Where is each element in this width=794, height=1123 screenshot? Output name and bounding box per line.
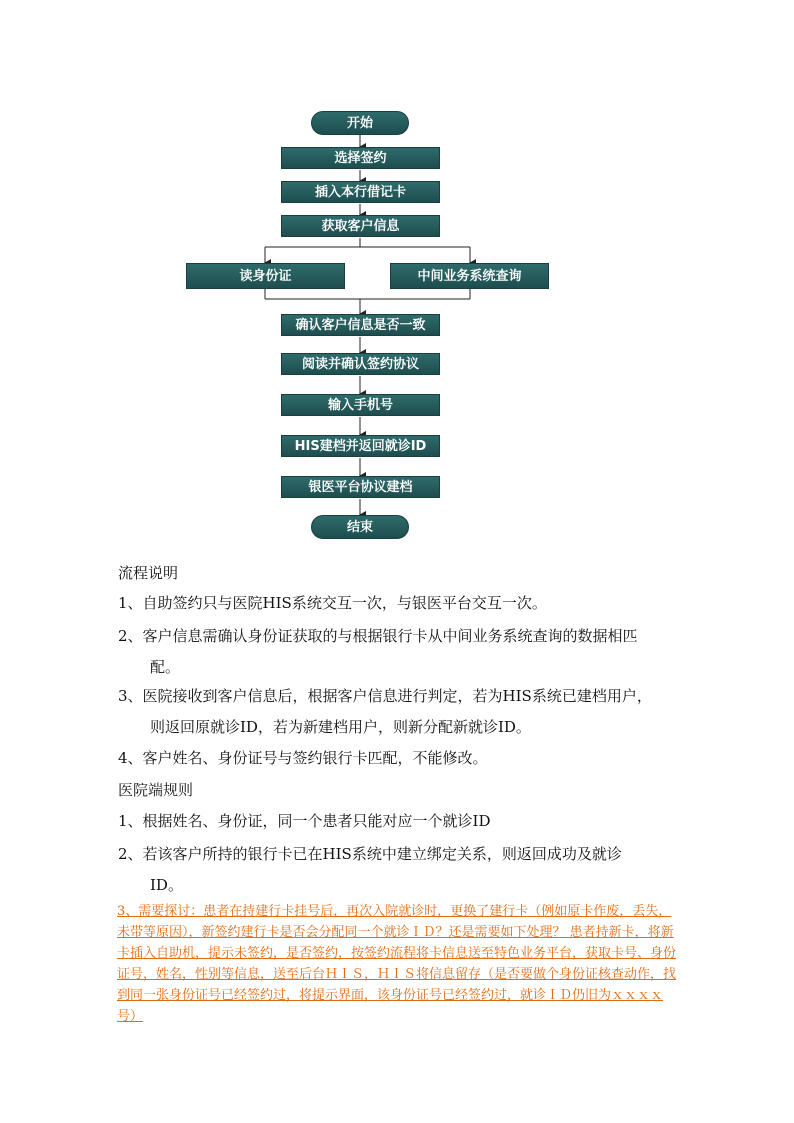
process-note-4: 4、客户姓名、身份证号与签约银行卡匹配，不能修改。: [118, 749, 488, 767]
process-note-2-line1: 2、客户信息需确认身份证获取的与根据银行卡从中间业务系统查询的数据相匹: [118, 627, 638, 645]
flow-step-select-sign: 选择签约: [281, 147, 440, 169]
flow-step-get-customer-info: 获取客户信息: [281, 215, 440, 237]
process-note-2-line2: 配。: [150, 658, 181, 676]
flow-step-confirm-info: 确认客户信息是否一致: [281, 314, 440, 336]
hospital-rule-2-line2: ID。: [150, 876, 183, 894]
flow-step-read-agreement: 阅读并确认签约协议: [281, 353, 440, 375]
flow-step-platform-register: 银医平台协议建档: [281, 476, 440, 498]
hospital-rule-1: 1、根据姓名、身份证，同一个患者只能对应一个就诊ID: [118, 812, 491, 830]
flow-start: 开始: [311, 111, 409, 135]
flow-step-enter-phone: 输入手机号: [281, 394, 440, 416]
hospital-rules-heading: 医院端规则: [118, 781, 194, 799]
flow-branch-middleware-query: 中间业务系统查询: [390, 263, 549, 289]
hospital-rule-2-line1: 2、若该客户所持的银行卡已在HIS系统中建立绑定关系，则返回成功及就诊: [118, 845, 622, 863]
flow-step-insert-card: 插入本行借记卡: [281, 181, 440, 203]
process-note-3-line1: 3、医院接收到客户信息后，根据客户信息进行判定，若为HIS系统已建档用户，: [118, 687, 652, 705]
process-note-1: 1、自助签约只与医院HIS系统交互一次，与银医平台交互一次。: [118, 594, 547, 612]
flow-end: 结束: [311, 515, 409, 539]
process-notes-heading: 流程说明: [118, 564, 179, 582]
flow-branch-read-id-card: 读身份证: [186, 263, 345, 289]
flow-step-his-register: HIS建档并返回就诊ID: [281, 435, 440, 457]
hospital-rule-3-discussion: 3、需要探讨：患者在持建行卡挂号后，再次入院就诊时，更换了建行卡（例如原卡作废，丢失，未带等原因），新签约建行卡是否会分配同一个就诊ＩＤ？还是需要如下处理？ 患者持新卡，将新卡插入自助机，提示未签约，是否签约，按签约流程将卡信息送至特色业务平台，获取卡号、身份证号，姓名，性别等信息，送至后台ＨＩＳ，ＨＩＳ将信息留存（是否要做个身份证核查动作，找到同一张身份证号已经签约过，将提示界面，该身份证号已经签约过，就诊ＩＤ仍旧为ｘｘｘｘ号）: [117, 904, 677, 1024]
process-note-3-line2: 则返回原就诊ID，若为新建档用户，则新分配新就诊ID。: [150, 718, 531, 736]
